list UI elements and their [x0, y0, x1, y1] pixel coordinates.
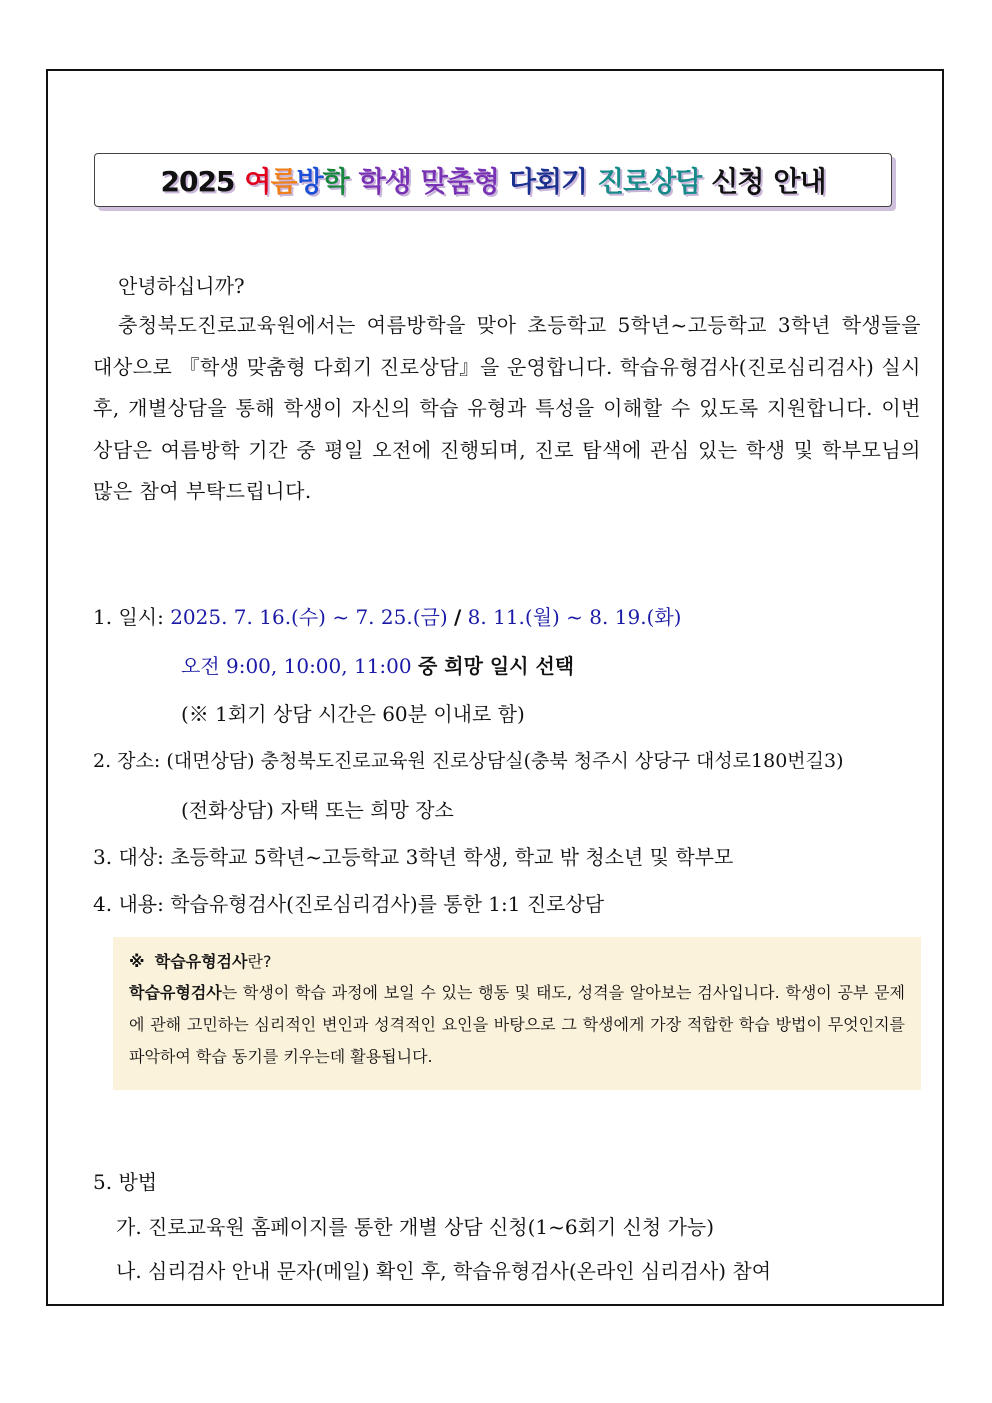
date-separator: / — [453, 605, 462, 629]
title-word-multi-session: 다회기 — [508, 165, 588, 198]
intro-paragraph: 충청북도진로교육원에서는 여름방학을 맞아 초등학교 5학년~고등학교 3학년 학생들을 대상으로 『학생 맞춤형 다회기 진로상담』을 운영합니다. 학습유형검사(진로심리검사) 실시 후, 개별상담을 통해 학생이 자신의 학습 유형과 특성을 이해할 수 있도록 지원합니다. 이번 상담은 여름방학 기간 중 평일 오전에 진행되며, 진로 탐색에 관심 있는 학생 및 학부모님의 많은 참여 부탁드립니다. — [93, 313, 921, 503]
title-year: 2025 — [160, 165, 235, 198]
target-label: 3. 대상: — [93, 845, 164, 869]
note-body-term: 학습유형검사 — [129, 983, 222, 1002]
content-text: 학습유형검사(진로심리검사)를 통한 1:1 진로상담 — [170, 892, 605, 916]
title-word-apply: 신청 — [711, 165, 764, 198]
place-offline: (대면상담) 충청북도진로교육원 진로상담실(충북 청주시 상당구 대성로180번길3) — [166, 750, 844, 772]
place-label: 2. 장소: — [93, 750, 161, 772]
target-item — [93, 841, 733, 870]
content-label: 4. 내용: — [93, 892, 164, 916]
method-item-a: 가. 진로교육원 홈페이지를 통한 개별 상담 신청(1~6회기 신청 가능) — [116, 1215, 715, 1239]
note-body — [129, 977, 905, 1073]
method-item-b: 나. 심리검사 안내 문자(메일) 확인 후, 학습유형검사(온라인 심리검사) 참여 — [116, 1259, 772, 1283]
title-word-customized: 맞춤형 — [420, 165, 499, 198]
place-item — [93, 746, 844, 773]
method-label: 5. 방법 — [93, 1170, 158, 1194]
time-note: (※ 1회기 상담 시간은 60분 이내로 함) — [181, 702, 525, 726]
time-slots: 오전 9:00, 10:00, 11:00 — [181, 654, 412, 678]
title-word-guide: 안내 — [773, 165, 826, 198]
date-label: 1. 일시: — [93, 605, 164, 629]
content-item — [93, 888, 604, 917]
time-item — [181, 650, 574, 679]
note-question: 란? — [247, 952, 272, 971]
page-border — [46, 69, 944, 1306]
target-text: 초등학교 5학년~고등학교 3학년 학생, 학교 밖 청소년 및 학부모 — [170, 845, 734, 869]
page-title — [160, 160, 825, 200]
title-word-summer-vacation: 여름방학 — [244, 165, 349, 198]
info-note-box — [113, 937, 921, 1090]
note-body-text: 는 학생이 학습 과정에 보일 수 있는 행동 및 태도, 성격을 알아보는 검사입니다. 학생이 공부 문제에 관해 고민하는 심리적인 변인과 성격적인 요인을 바탕으로 그 학생에게 가장 적합한 학습 방법이 무엇인지를 파악하여 학습 동기를 키우는데 활용됩니다. — [129, 983, 905, 1066]
date-range-july: 2025. 7. 16.(수) ~ 7. 25.(금) — [170, 605, 448, 629]
title-banner — [94, 153, 892, 207]
greeting: 안녕하십니까? — [118, 274, 245, 298]
date-item — [93, 601, 681, 630]
note-mark: ※ — [129, 952, 145, 971]
date-range-august: 8. 11.(월) ~ 8. 19.(화) — [467, 605, 682, 629]
time-select: 중 희망 일시 선택 — [417, 654, 575, 678]
place-phone: (전화상담) 자택 또는 희망 장소 — [181, 798, 454, 822]
note-term: 학습유형검사 — [154, 952, 248, 971]
note-heading — [129, 947, 905, 977]
title-word-career-counseling: 진로상담 — [597, 165, 702, 198]
title-word-student: 학생 — [358, 165, 411, 198]
